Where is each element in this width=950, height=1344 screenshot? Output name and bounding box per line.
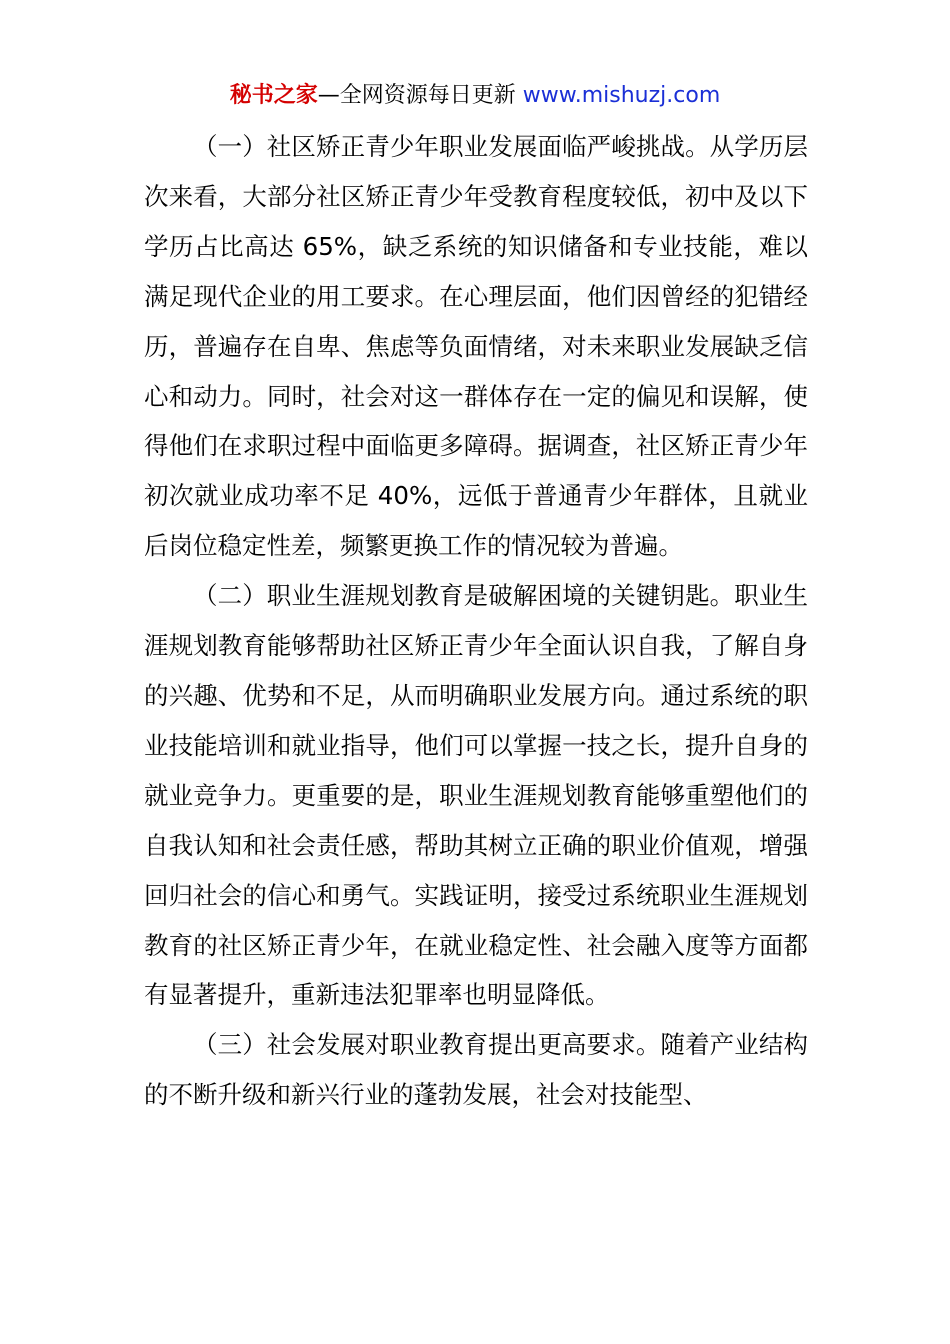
paragraph-section-1: （一）社区矫正青少年职业发展面临严峻挑战。从学历层次来看，大部分社区矫正青少年受教育程度较低，初中及以下学历占比高达 65%，缺乏系统的知识储备和专业技能，难以满足现代企业的用工要求。在心理层面，他们因曾经的犯错经历，普遍存在自卑、焦虑等负面情绪，对未来职业发展缺乏信心和动力。同时，社会对这一群体存在一定的偏见和误解，使得他们在求职过程中面临更多障碍。据调查，社区矫正青少年初次就业成功率不足 40%，远低于普通青少年群体，且就业后岗位稳定性差，频繁更换工作的情况较为普遍。 xyxy=(144,132,808,561)
site-url-link[interactable]: www.mishuzj.com xyxy=(522,83,721,108)
paragraph-section-3: （三）社会发展对职业教育提出更高要求。随着产业结构的不断升级和新兴行业的蓬勃发展，社会对技能型、 xyxy=(144,1030,808,1110)
paragraph-section-2: （二）职业生涯规划教育是破解困境的关键钥匙。职业生涯规划教育能够帮助社区矫正青少年全面认识自我，了解自身的兴趣、优势和不足，从而明确职业发展方向。通过系统的职业技能培训和就业指导，他们可以掌握一技之长，提升自身的就业竞争力。更重要的是，职业生涯规划教育能够重塑他们的自我认知和社会责任感，帮助其树立正确的职业价值观，增强回归社会的信心和勇气。实践证明，接受过系统职业生涯规划教育的社区矫正青少年，在就业稳定性、社会融入度等方面都有显著提升，重新违法犯罪率也明显降低。 xyxy=(144,581,808,1010)
brand-name: 秘书之家 xyxy=(229,83,318,108)
header-tagline: —全网资源每日更新 xyxy=(317,83,516,108)
page-header xyxy=(0,80,950,112)
document-body xyxy=(144,122,808,1120)
